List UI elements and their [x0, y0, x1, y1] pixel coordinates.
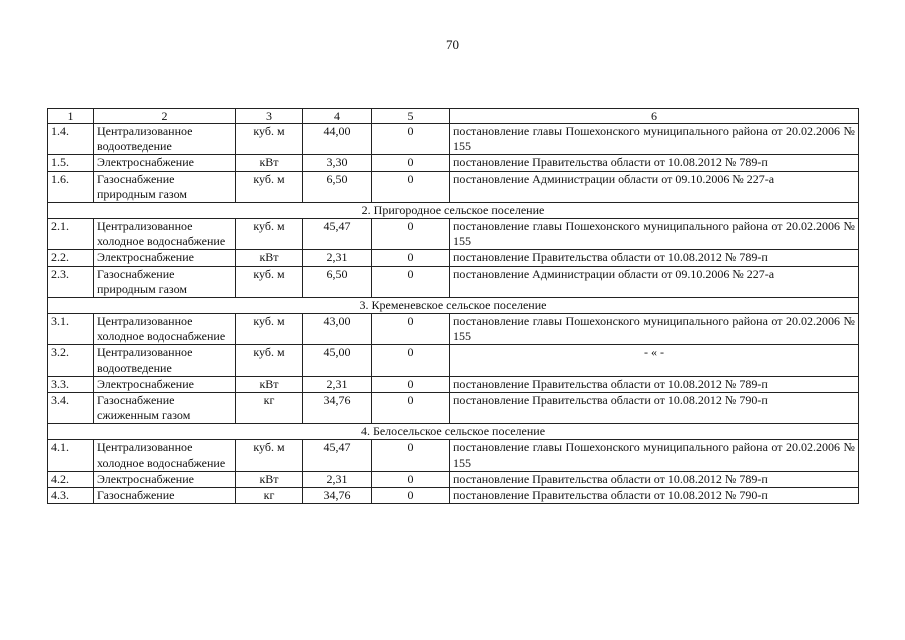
rate-value: 0: [372, 471, 450, 487]
table-row: [48, 219, 859, 250]
table-row: [48, 266, 859, 297]
table-row: [48, 376, 859, 392]
consumption-norm: 6,50: [303, 266, 372, 297]
table-row: [48, 345, 859, 376]
header-row: [48, 109, 859, 124]
table-row: [48, 393, 859, 424]
consumption-norm: 43,00: [303, 314, 372, 345]
rate-value: 0: [372, 314, 450, 345]
unit-of-measure: кВт: [236, 376, 303, 392]
service-name: Газоснабжение: [94, 488, 236, 504]
consumption-norm: 2,31: [303, 250, 372, 266]
section-header-row: [48, 424, 859, 440]
row-number: 3.1.: [48, 314, 94, 345]
unit-of-measure: куб. м: [236, 124, 303, 155]
service-name: Централизованное холодное водоснабжение: [94, 440, 236, 471]
rate-value: 0: [372, 219, 450, 250]
unit-of-measure: куб. м: [236, 171, 303, 202]
table-row: [48, 471, 859, 487]
rate-value: 0: [372, 393, 450, 424]
legal-basis: постановление Правительства области от 10.08.2012 № 790-п: [450, 488, 859, 504]
rate-value: 0: [372, 440, 450, 471]
row-number: 4.3.: [48, 488, 94, 504]
consumption-norm: 45,00: [303, 345, 372, 376]
rate-value: 0: [372, 250, 450, 266]
service-name: Электроснабжение: [94, 250, 236, 266]
rate-value: 0: [372, 266, 450, 297]
tariff-table: [47, 108, 859, 504]
service-name: Электроснабжение: [94, 471, 236, 487]
consumption-norm: 3,30: [303, 155, 372, 171]
unit-of-measure: кг: [236, 393, 303, 424]
row-number: 2.3.: [48, 266, 94, 297]
service-name: Централизованное холодное водоснабжение: [94, 219, 236, 250]
unit-of-measure: куб. м: [236, 219, 303, 250]
unit-of-measure: куб. м: [236, 266, 303, 297]
consumption-norm: 2,31: [303, 471, 372, 487]
page-number: 70: [446, 37, 459, 52]
rate-value: 0: [372, 488, 450, 504]
legal-basis: постановление главы Пошехонского муниципального района от 20.02.2006 № 155: [450, 219, 859, 250]
table-row: [48, 124, 859, 155]
legal-basis: постановление Правительства области от 10.08.2012 № 789-п: [450, 376, 859, 392]
legal-basis: постановление Администрации области от 09.10.2006 № 227-а: [450, 171, 859, 202]
rate-value: 0: [372, 376, 450, 392]
consumption-norm: 34,76: [303, 393, 372, 424]
unit-of-measure: куб. м: [236, 314, 303, 345]
row-number: 4.2.: [48, 471, 94, 487]
consumption-norm: 34,76: [303, 488, 372, 504]
service-name: Электроснабжение: [94, 376, 236, 392]
unit-of-measure: куб. м: [236, 345, 303, 376]
row-number: 3.2.: [48, 345, 94, 376]
column-header: 2: [94, 109, 236, 124]
table-body: [48, 109, 859, 504]
row-number: 2.2.: [48, 250, 94, 266]
section-title: 3. Кременевское сельское поселение: [48, 298, 859, 314]
rate-value: 0: [372, 124, 450, 155]
consumption-norm: 45,47: [303, 219, 372, 250]
service-name: Газоснабжение сжиженным газом: [94, 393, 236, 424]
table-row: [48, 488, 859, 504]
unit-of-measure: куб. м: [236, 440, 303, 471]
row-number: 4.1.: [48, 440, 94, 471]
row-number: 1.6.: [48, 171, 94, 202]
rate-value: 0: [372, 171, 450, 202]
legal-basis: постановление главы Пошехонского муниципального района от 20.02.2006 № 155: [450, 314, 859, 345]
rate-value: 0: [372, 155, 450, 171]
table-row: [48, 171, 859, 202]
section-title: 2. Пригородное сельское поселение: [48, 203, 859, 219]
row-number: 1.5.: [48, 155, 94, 171]
section-title: 4. Белосельское сельское поселение: [48, 424, 859, 440]
consumption-norm: 2,31: [303, 376, 372, 392]
service-name: Централизованное водоотведение: [94, 124, 236, 155]
legal-basis: постановление Правительства области от 10.08.2012 № 789-п: [450, 250, 859, 266]
legal-basis: постановление Правительства области от 10.08.2012 № 790-п: [450, 393, 859, 424]
service-name: Централизованное холодное водоснабжение: [94, 314, 236, 345]
legal-basis: постановление главы Пошехонского муниципального района от 20.02.2006 № 155: [450, 440, 859, 471]
service-name: Газоснабжение природным газом: [94, 171, 236, 202]
legal-basis: постановление Правительства области от 10.08.2012 № 789-п: [450, 471, 859, 487]
column-header: 1: [48, 109, 94, 124]
row-number: 3.3.: [48, 376, 94, 392]
column-header: 6: [450, 109, 859, 124]
column-header: 3: [236, 109, 303, 124]
table-row: [48, 155, 859, 171]
legal-basis: - « -: [450, 345, 859, 376]
legal-basis: постановление главы Пошехонского муниципального района от 20.02.2006 № 155: [450, 124, 859, 155]
legal-basis: постановление Администрации области от 09.10.2006 № 227-а: [450, 266, 859, 297]
unit-of-measure: кВт: [236, 471, 303, 487]
table-row: [48, 250, 859, 266]
row-number: 1.4.: [48, 124, 94, 155]
service-name: Централизованное водоотведение: [94, 345, 236, 376]
unit-of-measure: кВт: [236, 250, 303, 266]
table-row: [48, 314, 859, 345]
section-header-row: [48, 203, 859, 219]
service-name: Электроснабжение: [94, 155, 236, 171]
unit-of-measure: кг: [236, 488, 303, 504]
row-number: 2.1.: [48, 219, 94, 250]
column-header: 4: [303, 109, 372, 124]
consumption-norm: 45,47: [303, 440, 372, 471]
service-name: Газоснабжение природным газом: [94, 266, 236, 297]
row-number: 3.4.: [48, 393, 94, 424]
table-row: [48, 440, 859, 471]
section-header-row: [48, 298, 859, 314]
unit-of-measure: кВт: [236, 155, 303, 171]
legal-basis: постановление Правительства области от 10.08.2012 № 789-п: [450, 155, 859, 171]
consumption-norm: 44,00: [303, 124, 372, 155]
column-header: 5: [372, 109, 450, 124]
consumption-norm: 6,50: [303, 171, 372, 202]
rate-value: 0: [372, 345, 450, 376]
